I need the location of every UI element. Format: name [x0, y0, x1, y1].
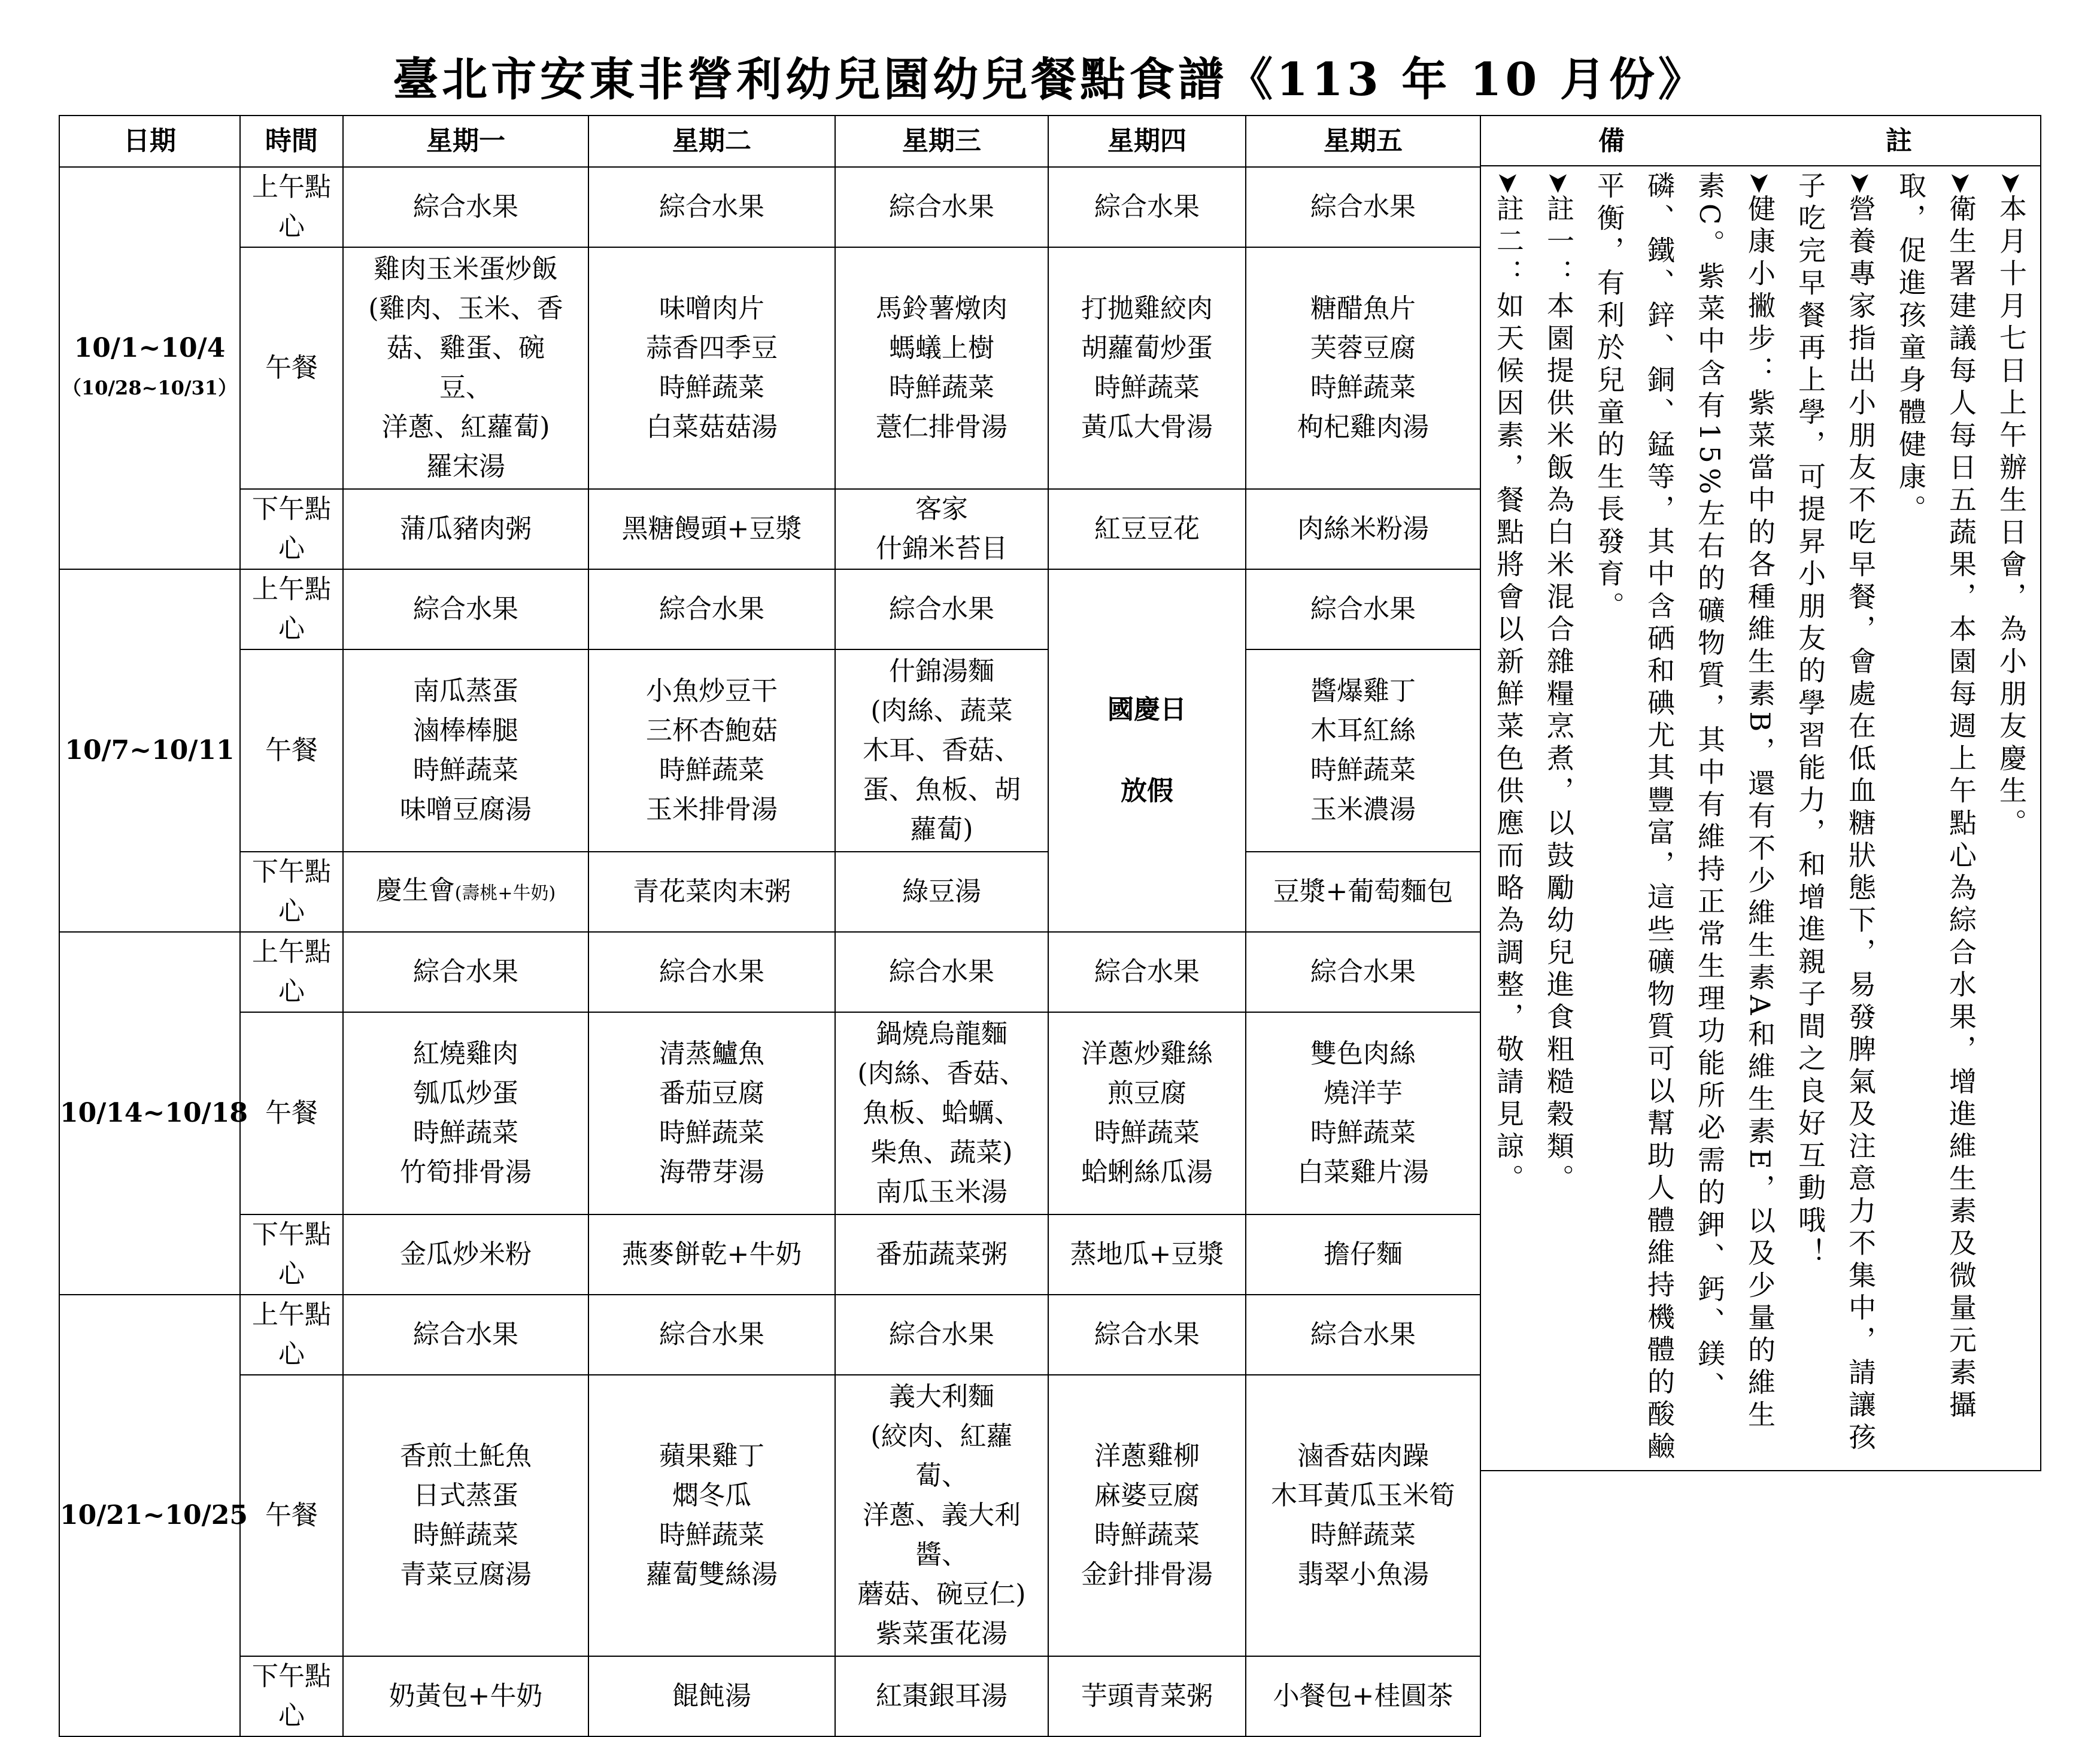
lunch-cell [1048, 1012, 1246, 1214]
menu-item: 瓠瓜炒蛋 [413, 1078, 518, 1109]
menu-item: 時鮮蔬菜 [1094, 372, 1200, 403]
menu-item: 青菜豆腐湯 [400, 1559, 532, 1590]
menu-item: 蘿蔔) [910, 814, 973, 845]
menu-item: 洋蔥、義大利 [863, 1500, 1021, 1530]
lunch-cell [1048, 247, 1246, 489]
pm-cell [1048, 489, 1246, 569]
lunch-cell [1246, 1375, 1480, 1656]
menu-item: 螞蟻上樹 [889, 333, 994, 363]
menu-item: (肉絲、香菇、 [857, 1058, 1026, 1089]
header-thursday: 星期四 [1048, 116, 1246, 167]
week3-lunch-row [59, 1012, 1480, 1214]
week2-am-row [59, 569, 1480, 649]
week3-am-row [59, 932, 1480, 1012]
menu-item: 黃瓜大骨湯 [1081, 412, 1213, 442]
header-friday: 星期五 [1246, 116, 1480, 167]
menu-item: 時鮮蔬菜 [413, 1117, 518, 1148]
pm-cell [835, 489, 1048, 569]
week3-date: 10/14~10/18 [59, 932, 240, 1295]
menu-item: 時鮮蔬菜 [1094, 1520, 1200, 1550]
pm-cell: 小餐包+桂圓茶 [1246, 1656, 1480, 1736]
menu-item: 時鮮蔬菜 [659, 1520, 764, 1550]
menu-item: 蒜香四季豆 [646, 333, 778, 363]
slot-am: 上午點心 [240, 569, 343, 649]
lunch-cell [588, 1375, 835, 1656]
pm-cell: 奶黃包+牛奶 [343, 1656, 588, 1736]
note-4 [1584, 171, 1785, 1464]
am-cell: 綜合水果 [343, 1295, 588, 1375]
menu-item: 翡翠小魚湯 [1297, 1559, 1429, 1590]
menu-item: 紫菜蛋花湯 [876, 1618, 1007, 1649]
menu-item: 魚板、蛤蠣、 [863, 1098, 1021, 1128]
pm-cell: 紅棗銀耳湯 [835, 1656, 1048, 1736]
menu-item: 番茄豆腐 [659, 1078, 764, 1109]
menu-item: 時鮮蔬菜 [659, 1117, 764, 1148]
header-time: 時間 [240, 116, 343, 167]
menu-item: 蛤蜊絲瓜湯 [1081, 1157, 1213, 1188]
note-2 [1886, 171, 1986, 1464]
slot-am: 上午點心 [240, 1295, 343, 1375]
week2-date: 10/7~10/11 [59, 569, 240, 932]
lunch-cell [835, 1012, 1048, 1214]
menu-item: 時鮮蔬菜 [413, 1520, 518, 1550]
week4-lunch-row [59, 1375, 1480, 1656]
menu-item: 鍋燒烏龍麵 [876, 1019, 1007, 1049]
week4-pm-row [59, 1656, 1480, 1736]
am-cell: 綜合水果 [588, 167, 835, 247]
menu-item: 洋蔥雞柳 [1094, 1441, 1200, 1471]
slot-am: 上午點心 [240, 167, 343, 247]
pm-cell: 綠豆湯 [835, 852, 1048, 932]
menu-item: 木耳、香菇、 [863, 735, 1021, 766]
note-5 [1534, 171, 1584, 1464]
menu-item: 時鮮蔬菜 [889, 372, 994, 403]
note-text: 衛生署建議每人每日五蔬果，本園每週上午點心為綜合水果，增進維生素及微量元素攝取，促進孩童身體健康。 [1895, 171, 1977, 1423]
am-cell: 綜合水果 [835, 932, 1048, 1012]
birthday-party: 慶生會 [375, 874, 455, 906]
birthday-party-detail: (壽桃+牛奶) [454, 882, 556, 904]
lunch-cell [1246, 247, 1480, 489]
arrow-bullet-icon: ➤ [1945, 171, 1977, 195]
am-cell: 綜合水果 [835, 569, 1048, 649]
lunch-cell [835, 1375, 1048, 1656]
slot-pm: 下午點心 [240, 1656, 343, 1736]
menu-item: 時鮮蔬菜 [659, 755, 764, 785]
pm-cell: 番茄蔬菜粥 [835, 1214, 1048, 1295]
pm-cell: 燕麥餅乾+牛奶 [588, 1214, 835, 1295]
menu-item: 柴魚、蔬菜) [870, 1137, 1013, 1168]
note-text: 註二：如天候因素，餐點將會以新鮮菜色供應而略為調整，敬請見諒。 [1492, 194, 1525, 1197]
menu-item: 玉米排骨湯 [646, 794, 778, 825]
notes-header-right: 註 [1886, 126, 1912, 156]
menu-item: 燒洋芋 [1324, 1078, 1403, 1109]
menu-item: 時鮮蔬菜 [1310, 755, 1416, 785]
arrow-bullet-icon: ➤ [1543, 171, 1575, 195]
holiday-label: 放假 [1121, 776, 1173, 806]
note-6 [1483, 171, 1534, 1464]
week2-pm-row [59, 852, 1480, 932]
menu-item: 肉絲米粉湯 [1297, 514, 1429, 544]
menu-item: (絞肉、紅蘿 [870, 1421, 1013, 1451]
menu-item: 紅豆豆花 [1094, 514, 1200, 544]
menu-item: 清蒸鱸魚 [659, 1038, 764, 1069]
menu-item: 什錦米苔目 [876, 533, 1007, 564]
menu-item: 蒲瓜豬肉粥 [400, 514, 532, 544]
pm-cell [343, 489, 588, 569]
menu-item: 打拋雞絞肉 [1081, 293, 1213, 324]
slot-lunch: 午餐 [240, 649, 343, 852]
menu-item: 義大利麵 [889, 1381, 994, 1412]
am-cell: 綜合水果 [1246, 932, 1480, 1012]
am-cell: 綜合水果 [1048, 167, 1246, 247]
menu-item: 時鮮蔬菜 [413, 755, 518, 785]
lunch-cell [1048, 1375, 1246, 1656]
slot-lunch: 午餐 [240, 1375, 343, 1656]
menu-item: 香煎土魠魚 [400, 1441, 532, 1471]
week1-date [59, 167, 240, 569]
am-cell: 綜合水果 [835, 1295, 1048, 1375]
lunch-cell [835, 247, 1048, 489]
menu-item: 紅燒雞肉 [413, 1038, 518, 1069]
week4-am-row [59, 1295, 1480, 1375]
menu-item: 胡蘿蔔炒蛋 [1081, 333, 1213, 363]
menu-item: 蘑菇、碗豆仁) [857, 1579, 1026, 1610]
note-3 [1785, 171, 1886, 1464]
am-cell: 綜合水果 [343, 167, 588, 247]
menu-item: 木耳紅絲 [1310, 715, 1416, 746]
week2-lunch-row [59, 649, 1480, 852]
slot-lunch: 午餐 [240, 1012, 343, 1214]
pm-cell: 金瓜炒米粉 [343, 1214, 588, 1295]
lunch-cell [588, 649, 835, 852]
lunch-cell [343, 1012, 588, 1214]
pm-cell-birthday [343, 852, 588, 932]
menu-item: 蘋果雞丁 [659, 1441, 764, 1471]
note-text: 健康小撇步：紫菜當中的各種維生素B，還有不少維生素A和維生素E，以及少量的維生素C。紫菜中含有15%左右的礦物質，其中有維持正常生理功能所必需的鉀、鈣、鎂、磷、鐵、鋅、銅、錳等，其中含硒和碘尤其豐富，這些礦物質可以幫助人體維持機體的酸鹼平衡，有利於兒童的生長發育。 [1593, 171, 1776, 1464]
am-cell: 綜合水果 [1246, 1295, 1480, 1375]
slot-pm: 下午點心 [240, 1214, 343, 1295]
am-cell: 綜合水果 [588, 569, 835, 649]
menu-item: 羅宋湯 [426, 451, 505, 482]
am-cell: 綜合水果 [588, 932, 835, 1012]
am-cell: 綜合水果 [1246, 167, 1480, 247]
slot-pm: 下午點心 [240, 489, 343, 569]
week1-date-sub: （10/28~10/31） [62, 376, 238, 399]
menu-item: 滷香菇肉躁 [1297, 1441, 1429, 1471]
arrow-bullet-icon: ➤ [1995, 171, 2028, 195]
menu-item: (雞肉、玉米、香 [368, 293, 563, 324]
menu-item: 金針排骨湯 [1081, 1559, 1213, 1590]
header-row [59, 116, 1480, 167]
menu-item: 麻婆豆腐 [1094, 1480, 1200, 1511]
menu-item: 洋蔥、紅蘿蔔) [381, 412, 550, 442]
menu-item: 玉米濃湯 [1310, 794, 1416, 825]
menu-item: (肉絲、蔬菜 [870, 696, 1013, 726]
menu-item: 白菜雞片湯 [1297, 1157, 1429, 1188]
menu-item: 洋蔥炒雞絲 [1081, 1038, 1213, 1069]
menu-item: 時鮮蔬菜 [1310, 1117, 1416, 1148]
menu-item: 枸杞雞肉湯 [1297, 412, 1429, 442]
menu-item: 醬、 [915, 1539, 968, 1570]
week1-am-row [59, 167, 1480, 247]
menu-item: 芙蓉豆腐 [1310, 333, 1416, 363]
pm-cell: 芋頭青菜粥 [1048, 1656, 1246, 1736]
menu-item: 菇、雞蛋、碗 [387, 333, 545, 363]
menu-item: 南瓜玉米湯 [876, 1177, 1007, 1207]
menu-item: 蛋、魚板、胡 [863, 775, 1021, 805]
notes-panel [1480, 115, 2041, 1471]
am-cell: 綜合水果 [343, 932, 588, 1012]
lunch-cell [343, 247, 588, 489]
am-cell: 綜合水果 [835, 167, 1048, 247]
header-date: 日期 [59, 116, 240, 167]
week4-date: 10/21~10/25 [59, 1295, 240, 1736]
menu-item: 薏仁排骨湯 [876, 412, 1007, 442]
menu-table [59, 115, 1481, 1737]
pm-cell: 餛飩湯 [588, 1656, 835, 1736]
menu-item: 日式蒸蛋 [413, 1480, 518, 1511]
menu-item: 白菜菇菇湯 [646, 412, 778, 442]
week1-lunch-row [59, 247, 1480, 489]
am-cell: 綜合水果 [1246, 569, 1480, 649]
note-text: 本月十月七日上午辦生日會，為小朋友慶生。 [1995, 194, 2028, 841]
pm-cell [588, 489, 835, 569]
note-text: 註一：本園提供米飯為白米混合雜糧烹煮，以鼓勵幼兒進食粗糙穀類。 [1543, 194, 1575, 1197]
arrow-bullet-icon: ➤ [1844, 171, 1877, 195]
pm-cell: 豆漿+葡萄麵包 [1246, 852, 1480, 932]
lunch-cell [588, 247, 835, 489]
lunch-cell [343, 1375, 588, 1656]
pm-cell: 青花菜肉末粥 [588, 852, 835, 932]
menu-item: 豆、 [439, 372, 492, 403]
menu-item: 醬爆雞丁 [1310, 676, 1416, 706]
header-monday: 星期一 [343, 116, 588, 167]
menu-item: 燜冬瓜 [672, 1480, 751, 1511]
slot-pm: 下午點心 [240, 852, 343, 932]
menu-item: 味噌豆腐湯 [400, 794, 532, 825]
lunch-cell [835, 649, 1048, 852]
week1-pm-row [59, 489, 1480, 569]
menu-item: 竹筍排骨湯 [400, 1157, 532, 1188]
lunch-cell [1246, 1012, 1480, 1214]
menu-item: 滷棒棒腿 [413, 715, 518, 746]
menu-item: 時鮮蔬菜 [1094, 1117, 1200, 1148]
am-cell: 綜合水果 [1048, 932, 1246, 1012]
pm-cell: 擔仔麵 [1246, 1214, 1480, 1295]
menu-item: 南瓜蒸蛋 [413, 676, 518, 706]
menu-item: 客家 [915, 494, 968, 524]
slot-lunch: 午餐 [240, 247, 343, 489]
menu-item: 海帶芽湯 [659, 1157, 764, 1188]
am-cell: 綜合水果 [1048, 1295, 1246, 1375]
menu-item: 小魚炒豆干 [646, 676, 778, 706]
menu-item: 雙色肉絲 [1310, 1038, 1416, 1069]
holiday-name: 國慶日 [1107, 694, 1186, 725]
menu-item: 雞肉玉米蛋炒飯 [374, 254, 558, 284]
week1-date-main: 10/1~10/4 [74, 333, 226, 363]
note-1 [1986, 171, 2037, 1464]
arrow-bullet-icon: ➤ [1492, 171, 1525, 195]
menu-item: 什錦湯麵 [889, 656, 994, 687]
menu-item: 煎豆腐 [1107, 1078, 1186, 1109]
menu-item: 時鮮蔬菜 [1310, 1520, 1416, 1550]
menu-item: 蘿蔔雙絲湯 [646, 1559, 778, 1590]
menu-item: 木耳黃瓜玉米筍 [1271, 1480, 1455, 1511]
holiday-cell [1048, 569, 1246, 932]
menu-item: 時鮮蔬菜 [1310, 372, 1416, 403]
slot-am: 上午點心 [240, 932, 343, 1012]
pm-cell: 蒸地瓜+豆漿 [1048, 1214, 1246, 1295]
menu-item: 三杯杏鮑菇 [646, 715, 778, 746]
menu-item: 糖醋魚片 [1310, 293, 1416, 324]
menu-item: 味噌肉片 [659, 293, 764, 324]
header-wednesday: 星期三 [835, 116, 1048, 167]
menu-item: 馬鈴薯燉肉 [876, 293, 1007, 324]
lunch-cell [588, 1012, 835, 1214]
header-tuesday: 星期二 [588, 116, 835, 167]
am-cell: 綜合水果 [343, 569, 588, 649]
lunch-cell [343, 649, 588, 852]
page-title: 臺北市安東非營利幼兒園幼兒餐點食譜《113 年 10 月份》 [393, 53, 1707, 106]
menu-item: 時鮮蔬菜 [659, 372, 764, 403]
arrow-bullet-icon: ➤ [1744, 171, 1776, 195]
menu-item: 蔔、 [915, 1460, 968, 1491]
notes-header [1481, 116, 2040, 166]
notes-body [1483, 171, 2037, 1464]
lunch-cell [1246, 649, 1480, 852]
menu-item: 黑糖饅頭+豆漿 [621, 514, 802, 544]
am-cell: 綜合水果 [588, 1295, 835, 1375]
note-text: 營養專家指出小朋友不吃早餐，會處在低血糖狀態下，易發脾氣及注意力不集中，請讓孩子吃完早餐再上學，可提昇小朋友的學習能力，和增進親子間之良好互動哦！ [1794, 171, 1877, 1455]
pm-cell [1246, 489, 1480, 569]
week3-pm-row [59, 1214, 1480, 1295]
notes-header-left: 備 [1598, 126, 1625, 156]
